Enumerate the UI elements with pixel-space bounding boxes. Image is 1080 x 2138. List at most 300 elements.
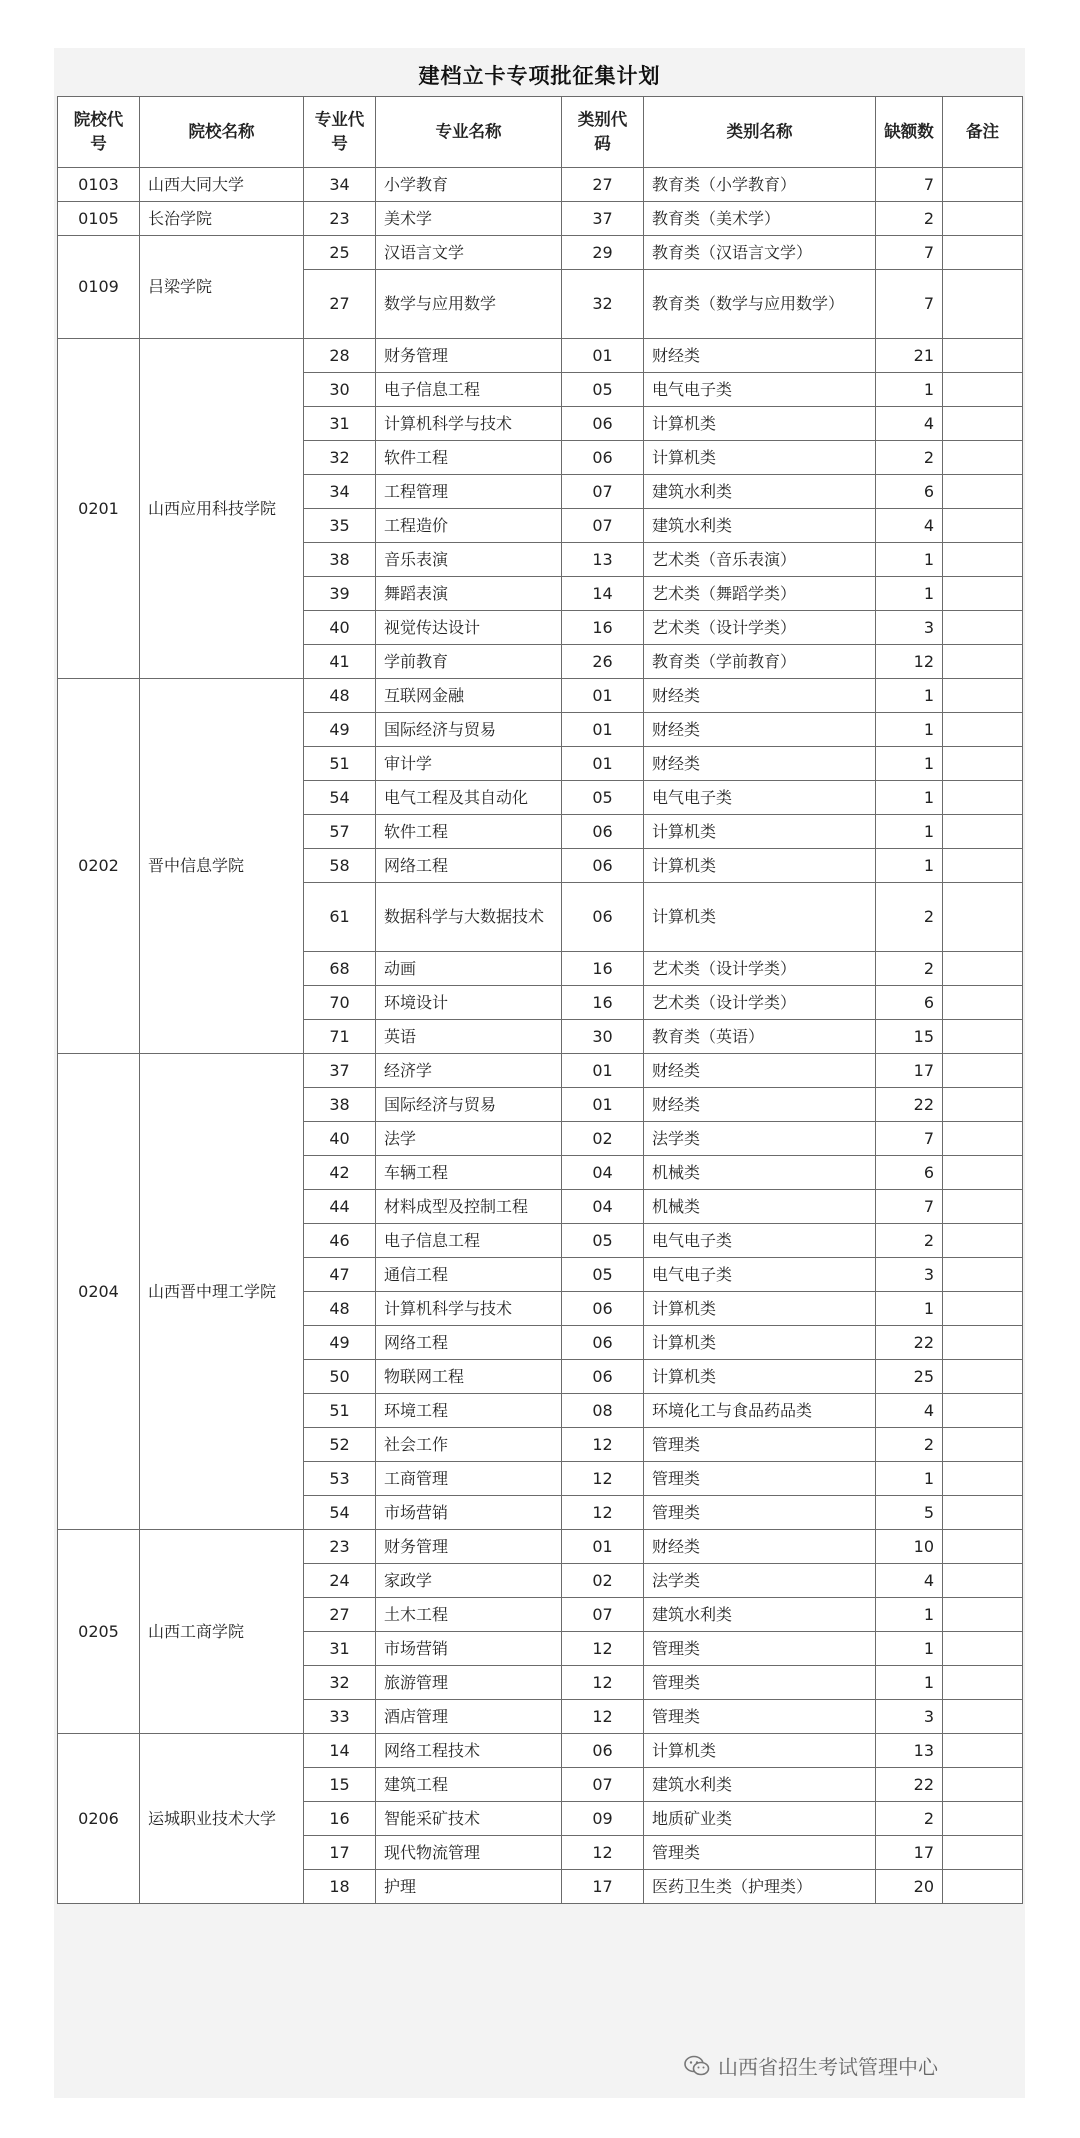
major-code-cell: 68 [304,952,376,986]
category-name-cell: 教育类（美术学） [644,202,876,236]
major-name-cell: 计算机科学与技术 [376,1292,562,1326]
category-name-cell: 计算机类 [644,849,876,883]
major-code-cell: 30 [304,373,376,407]
category-name-cell: 法学类 [644,1564,876,1598]
major-name-cell: 舞蹈表演 [376,577,562,611]
category-code-cell: 01 [562,1054,644,1088]
category-code-cell: 14 [562,577,644,611]
major-code-cell: 27 [304,270,376,339]
major-name-cell: 音乐表演 [376,543,562,577]
major-name-cell: 动画 [376,952,562,986]
category-name-cell: 艺术类（舞蹈学类） [644,577,876,611]
vacancy-cell: 2 [876,1224,943,1258]
major-name-cell: 智能采矿技术 [376,1802,562,1836]
remarks-cell [943,781,1023,815]
vacancy-cell: 13 [876,1734,943,1768]
vacancy-cell: 25 [876,1360,943,1394]
vacancy-cell: 7 [876,1190,943,1224]
major-name-cell: 电气工程及其自动化 [376,781,562,815]
vacancy-cell: 7 [876,236,943,270]
category-code-cell: 12 [562,1700,644,1734]
major-name-cell: 社会工作 [376,1428,562,1462]
category-name-cell: 管理类 [644,1462,876,1496]
major-code-cell: 49 [304,713,376,747]
category-code-cell: 12 [562,1496,644,1530]
category-name-cell: 建筑水利类 [644,1768,876,1802]
vacancy-cell: 1 [876,373,943,407]
remarks-cell [943,475,1023,509]
category-code-cell: 05 [562,781,644,815]
major-name-cell: 软件工程 [376,441,562,475]
category-name-cell: 教育类（小学教育） [644,168,876,202]
category-code-cell: 06 [562,441,644,475]
major-name-cell: 护理 [376,1870,562,1904]
category-name-cell: 计算机类 [644,441,876,475]
major-name-cell: 酒店管理 [376,1700,562,1734]
major-code-cell: 53 [304,1462,376,1496]
major-name-cell: 互联网金融 [376,679,562,713]
category-code-cell: 06 [562,1734,644,1768]
major-code-cell: 38 [304,1088,376,1122]
remarks-cell [943,1360,1023,1394]
major-code-cell: 33 [304,1700,376,1734]
category-name-cell: 计算机类 [644,815,876,849]
category-code-cell: 06 [562,1292,644,1326]
major-code-cell: 24 [304,1564,376,1598]
category-code-cell: 01 [562,747,644,781]
category-code-cell: 01 [562,339,644,373]
vacancy-cell: 5 [876,1496,943,1530]
vacancy-cell: 1 [876,1666,943,1700]
major-name-cell: 国际经济与贸易 [376,1088,562,1122]
remarks-cell [943,1224,1023,1258]
category-code-cell: 17 [562,1870,644,1904]
major-name-cell: 网络工程技术 [376,1734,562,1768]
vacancy-cell: 1 [876,1292,943,1326]
category-code-cell: 06 [562,1326,644,1360]
vacancy-cell: 3 [876,611,943,645]
remarks-cell [943,883,1023,952]
remarks-cell [943,543,1023,577]
category-code-cell: 12 [562,1666,644,1700]
category-name-cell: 艺术类（音乐表演） [644,543,876,577]
remarks-cell [943,1088,1023,1122]
category-code-cell: 07 [562,1598,644,1632]
major-code-cell: 14 [304,1734,376,1768]
category-name-cell: 艺术类（设计学类） [644,611,876,645]
remarks-cell [943,1598,1023,1632]
major-name-cell: 审计学 [376,747,562,781]
category-name-cell: 计算机类 [644,407,876,441]
school-code-cell: 0109 [58,236,140,339]
remarks-cell [943,645,1023,679]
major-name-cell: 旅游管理 [376,1666,562,1700]
vacancy-cell: 6 [876,1156,943,1190]
remarks-cell [943,1428,1023,1462]
major-code-cell: 54 [304,781,376,815]
major-code-cell: 32 [304,441,376,475]
major-name-cell: 工商管理 [376,1462,562,1496]
remarks-cell [943,986,1023,1020]
vacancy-cell: 1 [876,1632,943,1666]
category-name-cell: 管理类 [644,1700,876,1734]
vacancy-cell: 2 [876,202,943,236]
vacancy-cell: 4 [876,509,943,543]
major-name-cell: 财务管理 [376,339,562,373]
category-name-cell: 建筑水利类 [644,509,876,543]
major-name-cell: 数据科学与大数据技术 [376,883,562,952]
category-code-cell: 16 [562,986,644,1020]
remarks-cell [943,1122,1023,1156]
major-name-cell: 国际经济与贸易 [376,713,562,747]
vacancy-cell: 1 [876,815,943,849]
category-code-cell: 01 [562,1088,644,1122]
category-code-cell: 37 [562,202,644,236]
category-name-cell: 计算机类 [644,1734,876,1768]
major-code-cell: 48 [304,1292,376,1326]
category-code-cell: 01 [562,679,644,713]
major-name-cell: 计算机科学与技术 [376,407,562,441]
category-code-cell: 06 [562,407,644,441]
remarks-cell [943,1394,1023,1428]
category-code-cell: 12 [562,1836,644,1870]
category-code-cell: 12 [562,1428,644,1462]
vacancy-cell: 3 [876,1700,943,1734]
remarks-cell [943,577,1023,611]
vacancy-cell: 1 [876,849,943,883]
header-school-name: 院校名称 [140,97,304,168]
major-code-cell: 39 [304,577,376,611]
vacancy-cell: 1 [876,543,943,577]
category-code-cell: 06 [562,1360,644,1394]
major-name-cell: 经济学 [376,1054,562,1088]
major-name-cell: 英语 [376,1020,562,1054]
major-code-cell: 47 [304,1258,376,1292]
major-name-cell: 软件工程 [376,815,562,849]
vacancy-cell: 2 [876,1428,943,1462]
remarks-cell [943,1530,1023,1564]
major-name-cell: 电子信息工程 [376,1224,562,1258]
category-code-cell: 12 [562,1632,644,1666]
major-name-cell: 环境设计 [376,986,562,1020]
table-row [58,236,1023,270]
remarks-cell [943,747,1023,781]
major-code-cell: 16 [304,1802,376,1836]
watermark-text: 山西省招生考试管理中心 [718,2055,938,2079]
header-major-name: 专业名称 [376,97,562,168]
category-name-cell: 教育类（英语） [644,1020,876,1054]
category-name-cell: 电气电子类 [644,1224,876,1258]
category-name-cell: 财经类 [644,1530,876,1564]
major-code-cell: 31 [304,1632,376,1666]
table-header-row [58,97,1023,168]
remarks-cell [943,1020,1023,1054]
school-code-cell: 0202 [58,679,140,1054]
major-code-cell: 54 [304,1496,376,1530]
vacancy-cell: 4 [876,1394,943,1428]
vacancy-cell: 1 [876,1598,943,1632]
vacancy-cell: 4 [876,1564,943,1598]
remarks-cell [943,1802,1023,1836]
table-row [58,339,1023,373]
major-name-cell: 市场营销 [376,1632,562,1666]
vacancy-cell: 2 [876,952,943,986]
major-name-cell: 物联网工程 [376,1360,562,1394]
category-name-cell: 电气电子类 [644,781,876,815]
category-name-cell: 建筑水利类 [644,475,876,509]
category-code-cell: 26 [562,645,644,679]
major-code-cell: 48 [304,679,376,713]
category-name-cell: 计算机类 [644,1360,876,1394]
header-remarks: 备注 [943,97,1023,168]
table-row [58,1530,1023,1564]
category-code-cell: 30 [562,1020,644,1054]
major-name-cell: 土木工程 [376,1598,562,1632]
vacancy-cell: 12 [876,645,943,679]
major-code-cell: 25 [304,236,376,270]
remarks-cell [943,339,1023,373]
major-name-cell: 小学教育 [376,168,562,202]
vacancy-cell: 6 [876,986,943,1020]
remarks-cell [943,1292,1023,1326]
category-name-cell: 计算机类 [644,1326,876,1360]
major-code-cell: 70 [304,986,376,1020]
major-name-cell: 家政学 [376,1564,562,1598]
major-name-cell: 工程造价 [376,509,562,543]
vacancy-cell: 7 [876,168,943,202]
major-code-cell: 71 [304,1020,376,1054]
remarks-cell [943,713,1023,747]
category-name-cell: 管理类 [644,1428,876,1462]
category-name-cell: 建筑水利类 [644,1598,876,1632]
major-name-cell: 车辆工程 [376,1156,562,1190]
major-code-cell: 34 [304,168,376,202]
category-code-cell: 08 [562,1394,644,1428]
category-name-cell: 医药卫生类（护理类） [644,1870,876,1904]
major-name-cell: 网络工程 [376,1326,562,1360]
header-category-name: 类别名称 [644,97,876,168]
category-name-cell: 机械类 [644,1190,876,1224]
major-name-cell: 数学与应用数学 [376,270,562,339]
category-name-cell: 艺术类（设计学类） [644,986,876,1020]
major-code-cell: 41 [304,645,376,679]
category-code-cell: 05 [562,1224,644,1258]
major-name-cell: 通信工程 [376,1258,562,1292]
major-code-cell: 34 [304,475,376,509]
major-code-cell: 37 [304,1054,376,1088]
major-code-cell: 17 [304,1836,376,1870]
remarks-cell [943,1564,1023,1598]
major-code-cell: 52 [304,1428,376,1462]
major-name-cell: 材料成型及控制工程 [376,1190,562,1224]
remarks-cell [943,407,1023,441]
school-code-cell: 0105 [58,202,140,236]
school-code-cell: 0103 [58,168,140,202]
category-code-cell: 07 [562,1768,644,1802]
major-code-cell: 27 [304,1598,376,1632]
category-name-cell: 计算机类 [644,883,876,952]
remarks-cell [943,202,1023,236]
category-name-cell: 教育类（汉语言文学） [644,236,876,270]
remarks-cell [943,679,1023,713]
category-code-cell: 29 [562,236,644,270]
vacancy-cell: 1 [876,713,943,747]
category-name-cell: 财经类 [644,747,876,781]
remarks-cell [943,1054,1023,1088]
major-name-cell: 财务管理 [376,1530,562,1564]
category-code-cell: 32 [562,270,644,339]
category-name-cell: 地质矿业类 [644,1802,876,1836]
category-code-cell: 06 [562,849,644,883]
remarks-cell [943,441,1023,475]
major-code-cell: 57 [304,815,376,849]
vacancy-cell: 2 [876,1802,943,1836]
category-name-cell: 计算机类 [644,1292,876,1326]
category-code-cell: 07 [562,509,644,543]
category-code-cell: 09 [562,1802,644,1836]
wechat-icon [684,2055,710,2077]
school-name-cell: 吕梁学院 [140,236,304,339]
major-code-cell: 51 [304,1394,376,1428]
school-name-cell: 山西应用科技学院 [140,339,304,679]
category-name-cell: 财经类 [644,1054,876,1088]
table-row [58,1734,1023,1768]
remarks-cell [943,1768,1023,1802]
header-major-code: 专业代号 [304,97,376,168]
header-school-code: 院校代号 [58,97,140,168]
vacancy-cell: 21 [876,339,943,373]
major-name-cell: 网络工程 [376,849,562,883]
category-code-cell: 04 [562,1190,644,1224]
category-name-cell: 财经类 [644,1088,876,1122]
table-body [58,168,1023,1904]
remarks-cell [943,1190,1023,1224]
category-code-cell: 02 [562,1564,644,1598]
major-name-cell: 电子信息工程 [376,373,562,407]
major-name-cell: 现代物流管理 [376,1836,562,1870]
major-code-cell: 61 [304,883,376,952]
major-code-cell: 40 [304,611,376,645]
enrollment-plan-table [57,96,1023,1904]
vacancy-cell: 20 [876,1870,943,1904]
major-code-cell: 23 [304,1530,376,1564]
category-code-cell: 06 [562,815,644,849]
remarks-cell [943,1462,1023,1496]
category-code-cell: 05 [562,1258,644,1292]
major-code-cell: 15 [304,1768,376,1802]
vacancy-cell: 15 [876,1020,943,1054]
remarks-cell [943,1700,1023,1734]
category-code-cell: 04 [562,1156,644,1190]
category-name-cell: 管理类 [644,1836,876,1870]
category-name-cell: 电气电子类 [644,373,876,407]
major-code-cell: 40 [304,1122,376,1156]
school-name-cell: 山西大同大学 [140,168,304,202]
major-code-cell: 31 [304,407,376,441]
category-name-cell: 管理类 [644,1666,876,1700]
school-name-cell: 山西工商学院 [140,1530,304,1734]
remarks-cell [943,270,1023,339]
category-name-cell: 管理类 [644,1632,876,1666]
remarks-cell [943,1666,1023,1700]
category-name-cell: 艺术类（设计学类） [644,952,876,986]
category-name-cell: 财经类 [644,679,876,713]
vacancy-cell: 1 [876,747,943,781]
remarks-cell [943,952,1023,986]
school-name-cell: 晋中信息学院 [140,679,304,1054]
major-code-cell: 49 [304,1326,376,1360]
remarks-cell [943,849,1023,883]
vacancy-cell: 2 [876,441,943,475]
major-code-cell: 38 [304,543,376,577]
category-name-cell: 教育类（数学与应用数学） [644,270,876,339]
remarks-cell [943,1496,1023,1530]
header-category-code: 类别代码 [562,97,644,168]
category-code-cell: 27 [562,168,644,202]
major-name-cell: 建筑工程 [376,1768,562,1802]
category-code-cell: 01 [562,713,644,747]
table-row [58,202,1023,236]
school-code-cell: 0206 [58,1734,140,1904]
remarks-cell [943,168,1023,202]
vacancy-cell: 6 [876,475,943,509]
vacancy-cell: 10 [876,1530,943,1564]
vacancy-cell: 22 [876,1326,943,1360]
major-name-cell: 美术学 [376,202,562,236]
major-name-cell: 学前教育 [376,645,562,679]
remarks-cell [943,1836,1023,1870]
category-code-cell: 16 [562,952,644,986]
category-name-cell: 法学类 [644,1122,876,1156]
header-vacancy: 缺额数 [876,97,943,168]
vacancy-cell: 3 [876,1258,943,1292]
remarks-cell [943,1632,1023,1666]
table-row [58,168,1023,202]
major-code-cell: 44 [304,1190,376,1224]
major-code-cell: 50 [304,1360,376,1394]
category-code-cell: 06 [562,883,644,952]
vacancy-cell: 1 [876,679,943,713]
major-code-cell: 51 [304,747,376,781]
vacancy-cell: 17 [876,1054,943,1088]
category-code-cell: 05 [562,373,644,407]
category-name-cell: 教育类（学前教育） [644,645,876,679]
category-name-cell: 财经类 [644,713,876,747]
remarks-cell [943,509,1023,543]
category-code-cell: 01 [562,1530,644,1564]
category-name-cell: 管理类 [644,1496,876,1530]
school-name-cell: 运城职业技术大学 [140,1734,304,1904]
remarks-cell [943,1326,1023,1360]
vacancy-cell: 22 [876,1768,943,1802]
vacancy-cell: 1 [876,781,943,815]
category-code-cell: 02 [562,1122,644,1156]
major-code-cell: 18 [304,1870,376,1904]
remarks-cell [943,1156,1023,1190]
table-row [58,1054,1023,1088]
major-name-cell: 环境工程 [376,1394,562,1428]
category-code-cell: 12 [562,1462,644,1496]
major-name-cell: 法学 [376,1122,562,1156]
remarks-cell [943,1870,1023,1904]
remarks-cell [943,236,1023,270]
vacancy-cell: 7 [876,270,943,339]
school-name-cell: 长治学院 [140,202,304,236]
major-code-cell: 46 [304,1224,376,1258]
vacancy-cell: 22 [876,1088,943,1122]
major-name-cell: 汉语言文学 [376,236,562,270]
remarks-cell [943,815,1023,849]
